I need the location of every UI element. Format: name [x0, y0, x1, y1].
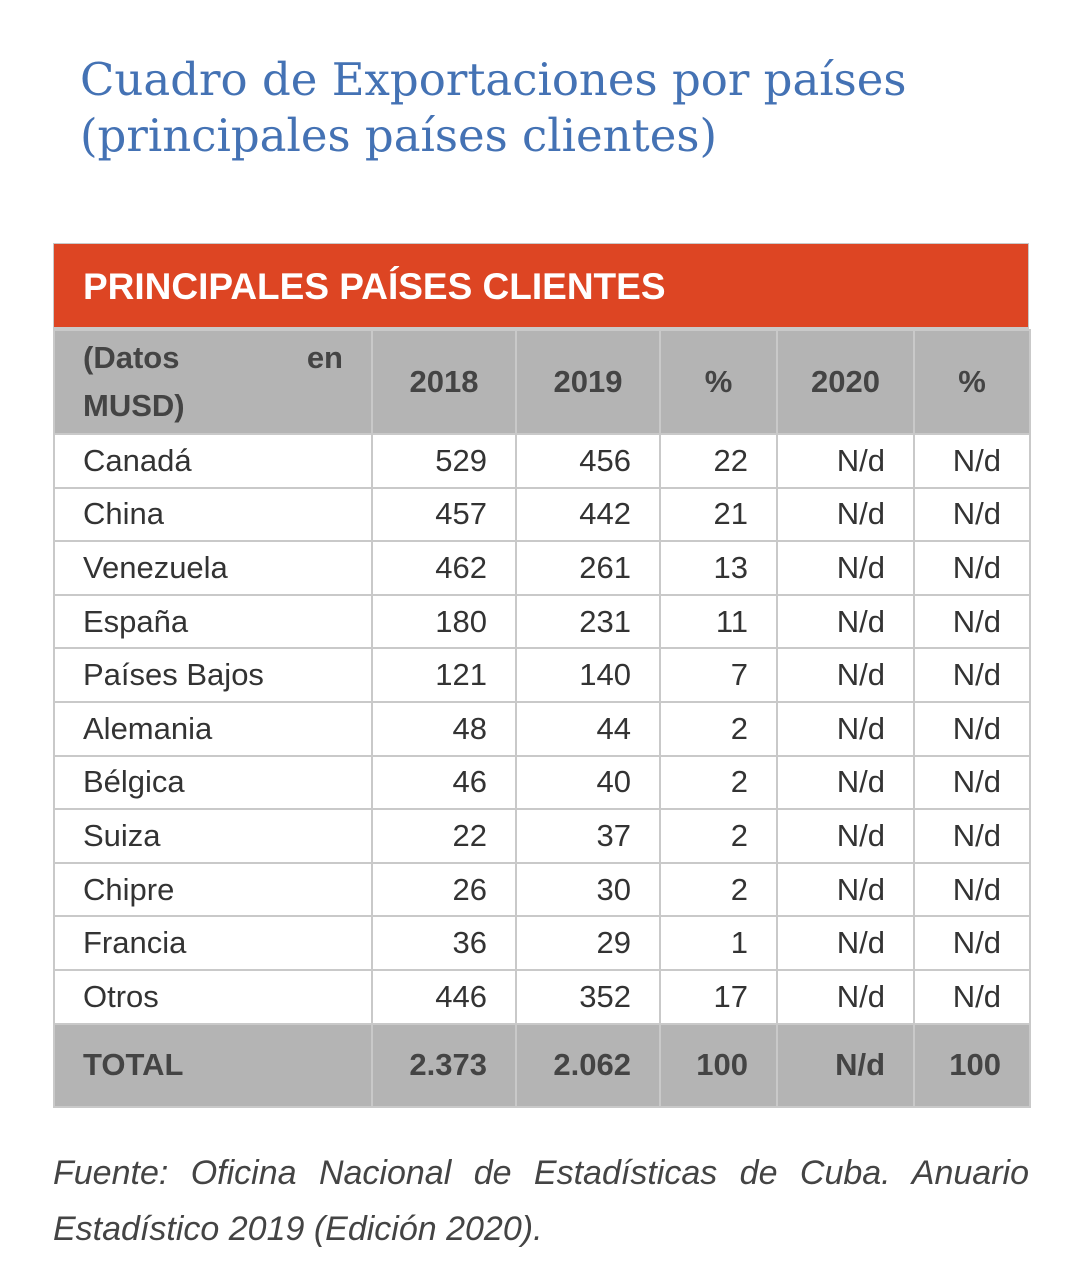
cell-2020: N/d: [777, 488, 914, 542]
cell-pct-2020: N/d: [914, 434, 1030, 488]
cell-2020: N/d: [777, 863, 914, 917]
cell-2018: 180: [372, 595, 516, 649]
cell-2019: 456: [516, 434, 660, 488]
cell-country: Suiza: [54, 809, 372, 863]
total-2018: 2.373: [372, 1024, 516, 1107]
header-units: [54, 330, 372, 434]
cell-pct: 17: [660, 970, 777, 1024]
header-units-line2: MUSD): [83, 388, 185, 423]
cell-pct: 7: [660, 648, 777, 702]
page-title-line1: Cuadro de Exportaciones por países: [80, 53, 907, 106]
header-pct-2020: %: [914, 330, 1030, 434]
cell-pct-2020: N/d: [914, 970, 1030, 1024]
table-row: [54, 702, 1030, 756]
cell-pct-2020: N/d: [914, 809, 1030, 863]
total-pct: 100: [660, 1024, 777, 1107]
cell-pct: 2: [660, 809, 777, 863]
total-2020: N/d: [777, 1024, 914, 1107]
cell-2020: N/d: [777, 970, 914, 1024]
cell-2019: 29: [516, 916, 660, 970]
cell-2019: 352: [516, 970, 660, 1024]
table-banner: PRINCIPALES PAÍSES CLIENTES: [53, 243, 1029, 329]
header-2018: 2018: [372, 330, 516, 434]
cell-country: Canadá: [54, 434, 372, 488]
table-row: [54, 863, 1030, 917]
cell-pct: 11: [660, 595, 777, 649]
cell-2019: 140: [516, 648, 660, 702]
total-row: [54, 1024, 1030, 1107]
cell-pct: 21: [660, 488, 777, 542]
cell-country: Otros: [54, 970, 372, 1024]
header-units-word1: (Datos: [83, 340, 180, 375]
table-row: [54, 809, 1030, 863]
cell-2018: 46: [372, 756, 516, 810]
table-row: [54, 648, 1030, 702]
cell-country: Bélgica: [54, 756, 372, 810]
cell-2020: N/d: [777, 809, 914, 863]
cell-2020: N/d: [777, 756, 914, 810]
cell-pct-2020: N/d: [914, 916, 1030, 970]
table-row: [54, 541, 1030, 595]
source-note: Fuente: Oficina Nacional de Estadísticas de Cuba. Anuario Estadístico 2019 (Edición 2020).: [53, 1154, 1029, 1248]
table-row: [54, 595, 1030, 649]
cell-2019: 30: [516, 863, 660, 917]
cell-2018: 22: [372, 809, 516, 863]
cell-country: Chipre: [54, 863, 372, 917]
cell-2020: N/d: [777, 648, 914, 702]
cell-country: Países Bajos: [54, 648, 372, 702]
cell-pct: 22: [660, 434, 777, 488]
page-title-line2: (principales países clientes): [80, 109, 718, 162]
header-pct-2019: %: [660, 330, 777, 434]
cell-pct: 2: [660, 702, 777, 756]
cell-country: Francia: [54, 916, 372, 970]
header-units-word2: en: [306, 340, 343, 375]
cell-2018: 457: [372, 488, 516, 542]
cell-country: China: [54, 488, 372, 542]
cell-2020: N/d: [777, 702, 914, 756]
cell-2018: 529: [372, 434, 516, 488]
cell-pct: 13: [660, 541, 777, 595]
cell-pct: 2: [660, 756, 777, 810]
cell-2018: 26: [372, 863, 516, 917]
total-2019: 2.062: [516, 1024, 660, 1107]
header-2020: 2020: [777, 330, 914, 434]
cell-2020: N/d: [777, 541, 914, 595]
cell-2020: N/d: [777, 595, 914, 649]
cell-2020: N/d: [777, 434, 914, 488]
total-pct-2020: 100: [914, 1024, 1030, 1107]
cell-pct-2020: N/d: [914, 702, 1030, 756]
cell-pct: 2: [660, 863, 777, 917]
exports-table: [53, 329, 1031, 1108]
cell-pct-2020: N/d: [914, 541, 1030, 595]
cell-pct-2020: N/d: [914, 595, 1030, 649]
table-row: [54, 434, 1030, 488]
cell-2020: N/d: [777, 916, 914, 970]
cell-2019: 231: [516, 595, 660, 649]
cell-2019: 442: [516, 488, 660, 542]
cell-2018: 36: [372, 916, 516, 970]
table-header-row: [54, 330, 1030, 434]
page-title: [80, 52, 1040, 164]
cell-2019: 40: [516, 756, 660, 810]
cell-country: España: [54, 595, 372, 649]
exports-table-container: [53, 243, 1029, 1108]
table-row: [54, 916, 1030, 970]
total-label: TOTAL: [54, 1024, 372, 1107]
cell-country: Alemania: [54, 702, 372, 756]
cell-2018: 48: [372, 702, 516, 756]
cell-pct-2020: N/d: [914, 756, 1030, 810]
table-row: [54, 756, 1030, 810]
cell-pct-2020: N/d: [914, 863, 1030, 917]
cell-pct-2020: N/d: [914, 488, 1030, 542]
cell-pct-2020: N/d: [914, 648, 1030, 702]
table-row: [54, 488, 1030, 542]
cell-2019: 37: [516, 809, 660, 863]
table-row: [54, 970, 1030, 1024]
cell-pct: 1: [660, 916, 777, 970]
cell-country: Venezuela: [54, 541, 372, 595]
cell-2018: 121: [372, 648, 516, 702]
cell-2019: 44: [516, 702, 660, 756]
header-2019: 2019: [516, 330, 660, 434]
cell-2018: 462: [372, 541, 516, 595]
cell-2019: 261: [516, 541, 660, 595]
cell-2018: 446: [372, 970, 516, 1024]
